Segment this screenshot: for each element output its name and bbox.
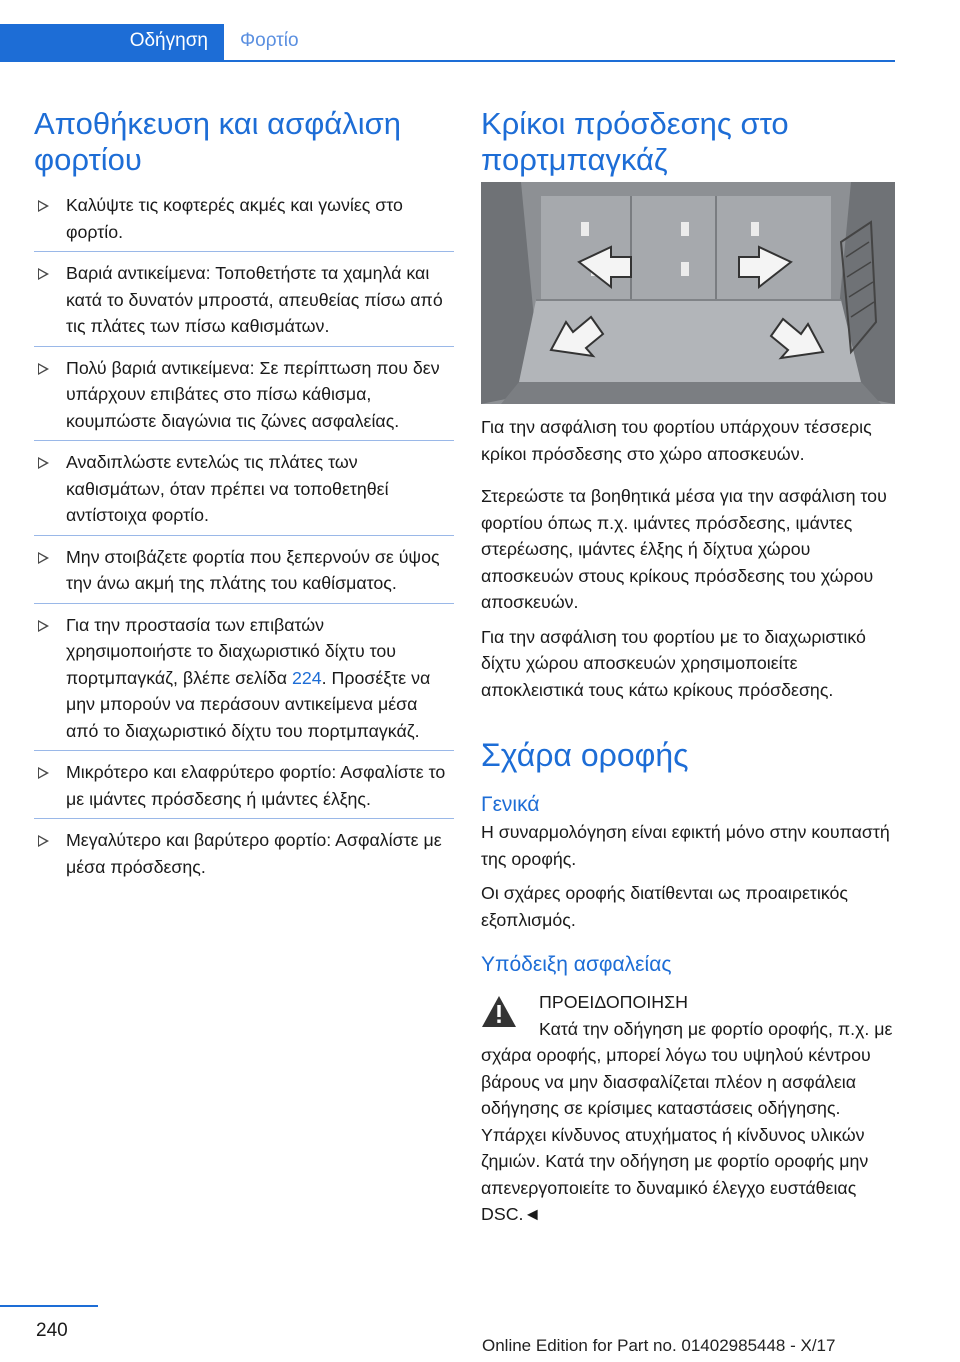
list-item (34, 449, 454, 529)
list-item-text: Πολύ βαριά αντικείμενα: Σε περίπτωση που δεν υπάρχουν επιβάτες στο πίσω κάθισμα, κουμπώστε διαγώνια τις ζώνες ασφαλείας. (66, 357, 440, 431)
paragraph: Για την ασφάλιση του φορτίου με το διαχωριστικό δίχτυ χώρου αποσκευών χρησιμοποιείτε αποκλειστικά τους κάτω κρίκους πρόσδεσης. (481, 626, 866, 700)
divider (34, 818, 454, 819)
page-number: 240 (36, 1320, 68, 1341)
triangle-bullet-icon (38, 268, 49, 280)
section-title-roof-rack: Σχάρα οροφής (481, 737, 689, 773)
divider (34, 440, 454, 441)
triangle-bullet-icon (38, 200, 49, 212)
warning-text (481, 1016, 895, 1228)
list-item-text: Για την προστασία των επιβατών χρησιμοποιήστε το διαχωριστικό δίχτυ του πορτμπαγκάζ, βλέπε σελίδα (66, 614, 396, 688)
list-item-text: Μικρότερο και ελαφρύτερο φορτίο: Ασφαλίστε το με ιμάντες πρόσδεσης ή ιμάντες έλξης. (66, 762, 446, 809)
list-item-text: Καλύψτε τις κοφτερές ακμές και γωνίες στο φορτίο. (66, 195, 403, 242)
edition-text: Online Edition for Part no. 01402985448 - X/17 (482, 1336, 836, 1355)
paragraph: Η συναρμολόγηση είναι εφικτή μόνο στην κουπαστή της οροφής. (481, 822, 890, 869)
list-item-text: . Προσέξτε να μην μπορούν να περάσουν αντικείμενα μέσα από το διαχωριστικό δίχτυ του πορτμπαγκάζ. (66, 667, 431, 741)
paragraph: Στερεώστε τα βοηθητικά μέσα για την ασφάλιση του φορτίου όπως π.χ. ιμάντες πρόσδεσης, ιμάντες στερέωσης, ιμάντες έλξης ή δίχτυα χώρου αποσκευών στους κρίκους πρόσδεσης του χώρου αποσκευών. (481, 486, 887, 612)
section-title-storage: Αποθήκευση και ασφάλιση φορτίου (34, 106, 401, 177)
tab-driving-label: Οδήγηση (129, 30, 208, 51)
list-item (34, 192, 454, 245)
divider (34, 750, 454, 751)
warning-triangle-icon (481, 995, 517, 1028)
warning-label: ΠΡΟΕΙΔΟΠΟΙΗΣΗ (539, 992, 688, 1012)
triangle-bullet-icon (38, 457, 49, 469)
triangle-bullet-icon (38, 767, 49, 779)
list-item (34, 260, 454, 340)
divider (34, 251, 454, 252)
triangle-bullet-icon (38, 552, 49, 564)
tab-driving[interactable] (0, 24, 224, 62)
list-item (34, 612, 454, 745)
warning-text-content: Κατά την οδήγηση με φορτίο οροφής, π.χ. με σχάρα οροφής, μπορεί λόγω του υψηλού κέντρου βάρους να μην διασφαλίζεται πλέον η ασφάλεια οδήγησης σε κρίσιμες καταστάσεις οδήγησης. Υπάρχει κίνδυνος ατυχήματος ή κίνδυνος υλικών ζημιών. Κατά την οδήγηση με φορτίο οροφής μην απενεργοποιείτε το δυναμικό έλεγχο ευστάθειας DSC.◄ (481, 1018, 893, 1224)
right-column-title (481, 106, 895, 178)
trunk-illustration (481, 182, 895, 404)
paragraph: Για την ασφάλιση του φορτίου υπάρχουν τέσσερις κρίκοι πρόσδεσης στο χώρο αποσκευών. (481, 417, 872, 464)
list-item-text: Μεγαλύτερο και βαρύτερο φορτίο: Ασφαλίστε με μέσα πρόσδεσης. (66, 830, 442, 877)
list-item (34, 827, 454, 880)
paragraph: Οι σχάρες οροφής διατίθενται ως προαιρετικός εξοπλισμός. (481, 883, 848, 930)
triangle-bullet-icon (38, 363, 49, 375)
list-item-text: Αναδιπλώστε εντελώς τις πλάτες των καθισμάτων, όταν πρέπει να τοποθετηθεί αντίστοιχα φορτίο. (66, 452, 389, 525)
tab-underline (224, 60, 895, 62)
list-item (34, 355, 454, 435)
triangle-bullet-icon (38, 835, 49, 847)
divider (34, 346, 454, 347)
footer-line (0, 1305, 98, 1307)
trunk-image (481, 182, 895, 404)
left-column (34, 106, 454, 880)
tab-cargo[interactable]: Φορτίο (240, 30, 299, 51)
triangle-bullet-icon (38, 620, 49, 632)
divider (34, 535, 454, 536)
right-column (481, 414, 895, 1228)
list-item (34, 544, 454, 597)
warning-box (481, 989, 895, 1228)
divider (34, 603, 454, 604)
header-tabs (0, 24, 895, 62)
list-item (34, 759, 454, 812)
list-item-text: Μην στοιβάζετε φορτία που ξεπερνούν σε ύψος την άνω ακμή της πλάτης του καθίσματος. (66, 546, 440, 593)
subheading-general: Γενικά (481, 793, 540, 816)
page-reference-link[interactable]: 224 (291, 667, 322, 688)
list-item-text: Βαριά αντικείμενα: Τοποθετήστε τα χαμηλά και κατά το δυνατόν μπροστά, απευθείας πίσω από τις πλάτες των πίσω καθισμάτων. (66, 263, 443, 336)
subheading-safety: Υπόδειξη ασφαλείας (481, 953, 672, 976)
section-title-tie-down: Κρίκοι πρόσδεσης στο πορτμπαγκάζ (481, 106, 789, 177)
